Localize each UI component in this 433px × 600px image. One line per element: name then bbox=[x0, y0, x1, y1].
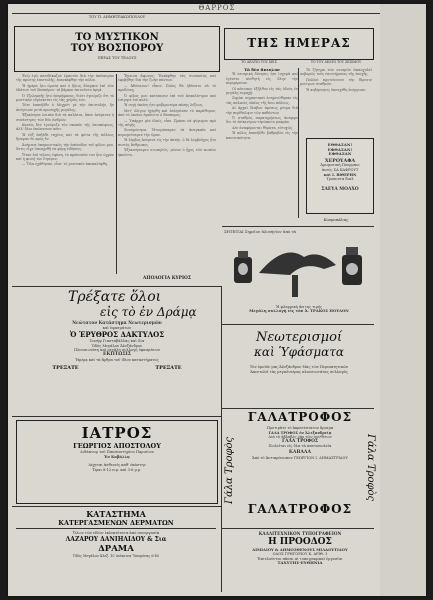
column-rule bbox=[298, 68, 299, 218]
pen-illustration bbox=[224, 235, 374, 301]
printer-line5: ΤΑΧΥΤΗΣ-ΕΥΘΗΝΙΑ bbox=[277, 560, 323, 566]
notice-box bbox=[306, 138, 374, 214]
daily-sub-right: ΤΟ ΤΟΥ ΔΕΛΤΟ ΤΟΥ ΣΕΙΣΜΟΥ bbox=[310, 60, 362, 64]
tannery-advert bbox=[16, 510, 216, 592]
tannery-city: ΔΡΑΜΑ bbox=[98, 543, 134, 554]
divider bbox=[12, 13, 422, 14]
drama-run1: ΤΡΕΞΑΤΕ bbox=[52, 365, 79, 372]
page-margin bbox=[380, 4, 426, 596]
divider bbox=[12, 506, 222, 507]
printer-title: Η ΠΡΟΟΔΟΣ bbox=[268, 536, 332, 547]
printer-advert bbox=[226, 532, 374, 592]
tannery-title2: ΚΑΤΕΡΓΑΣΜΕΝΩΝ ΔΕΡΜΑΤΩΝ bbox=[16, 519, 216, 529]
column-rule bbox=[116, 74, 117, 274]
milkman-line1: Προτιμᾶτε τὸ ἀκρατέστατον ἄρισμα bbox=[266, 426, 334, 430]
drama-line7: ΕΚΠΤΩΣΙΣ bbox=[103, 351, 131, 357]
daily-sub-left: ΤΟ ΔΕΛΤΙΟ ΤΟΥ ΣΕΙΣ bbox=[241, 60, 277, 64]
divider bbox=[222, 408, 374, 409]
doctor-line4: Ὥραι 8-12 π.μ. καὶ 3-6 μ.μ. bbox=[92, 467, 142, 472]
notice-line7: καὶ Ι. ΒΙΘΕΡΗΝ bbox=[323, 172, 357, 177]
masthead: ΘΑΡΡΟΣ bbox=[198, 4, 236, 12]
serial-author: ΤΟΥ Π. ΔΗΜΗΤΡΑΚΟΠΟΥΛΟΥ bbox=[88, 15, 146, 19]
daily-text-col-1: Τὸ δὲν ἄνευλον Ἡ σεισμικὴ δόνησις ἦτο ἰσχυρὰ καὶ ἐγένετο αἰσθητὴ εἰς ὅλην τὴν περιφέρειαν. Οἱ κάτοικοι ἐξῆλθον εἰς τὰς ὁδοὺς ἐν μεγάλῃ ταραχῇ. Ζημίαι σημαντικαὶ ἐσημειώθησαν εἰς τὰς παλαιὰς οἰκίας τῆς ἄνω πόλεως. Αἱ ἀρχαὶ ἔλαβον ἀμέσως μέτρα διὰ τὴν περίθαλψιν τῶν παθόντων. Ὁ σταθμὸς παρατηρήσεως ἀνέφερε ὅτι τὸ ἐπίκεντρον εὑρίσκετο μακράν. Δὲν ἀναφέρονται θύματα, εὐτυχῶς. Ἡ πόλις ἐπανῆλθε βαθμηδὸν εἰς τὴν κανονικότητα. bbox=[226, 68, 298, 140]
divider bbox=[12, 416, 222, 417]
drama-shop-advert bbox=[14, 290, 220, 414]
doctor-name: ΓΕΩΡΓΙΟΣ ΑΠΟΣΤΟΛΟΥ bbox=[73, 442, 161, 450]
apology-heading: ΑΠΟΛΟΓΙΑ ΚΥΡΙΟΣ bbox=[143, 276, 191, 281]
serial-title-box bbox=[14, 15, 220, 72]
milkman-title-bottom: ΓΑΛΑΤΡΟΦΟΣ bbox=[247, 502, 353, 516]
newspaper-page bbox=[8, 4, 426, 596]
milkman-line6: ΚΑΒΑΛΑ bbox=[288, 449, 312, 455]
divider bbox=[12, 286, 222, 287]
milkman-side-right: Γάλα Τροφὸς bbox=[365, 434, 376, 502]
doctor-line3: Δέχεται ἀσθενεῖς καθ' ἑκάστην bbox=[88, 463, 146, 468]
serial-text-col-2: Ἔμεινα ἄφωνος. Ἐσκέφθην τὰς συνεπείας καὶ ἐφοβήθην διὰ τὴν ζωὴν πάντων. — Ἀδύνατον! εἶπον. Ποῖος θὰ ἠδύνατο νὰ τὸ προδώσῃ; Ὁ φίλος μου κατέπεσεν ἐπὶ τοῦ ἀνακλίντρου καὶ ἐσίγησε ἐπὶ πολύ. Ἡ σιγὴ ἐκείνη ἦτο φοβερωτέρα πάσης λέξεως. Μετ' ὀλίγον ἠγέρθη καὶ ἐπλησίασε τὸ παράθυρον, ἀπὸ τὸ ὁποῖον ἐφαίνετο ὁ Βόσπορος. — Ὑπάρχει μία ἐλπίς, εἶπε. Πρέπει νὰ φύγωμεν πρὸ τῆς αὐγῆς. Συνεφώνησα. Ἠτοιμάσαμεν τὰ ἀναγκαῖα καὶ περιεμείναμεν τὴν ὥραν. Ἡ λέμβος ἀνέμενε εἰς τὴν ἀκτήν, ὁ δὲ λεμβοῦχος ἦτο πιστὸς ἄνθρωπος. Ἐξεκινήσαμεν σιωπηλῶς· μόνον ὁ ἦχος τῶν κωπῶν ἠκούετο. bbox=[118, 74, 216, 157]
doctor-line1: Διδάκτωρ τοῦ Πανεπιστημίου Παρισίων bbox=[80, 450, 154, 454]
serial-subtitle: ΠΕΡΑΣ ΤΟΥ ΤΕΛΟΥΣ bbox=[97, 56, 137, 60]
eagle-icon bbox=[259, 252, 336, 274]
printer-line3: ΟΔΟΣ ΓΡΗΓΟΡΙΟΥ Κ. ΑΡΙΘ. 3 bbox=[272, 552, 328, 557]
notice-line4: ΧΕΡΟΥΑΦΑ bbox=[324, 157, 356, 164]
milkman-line7: Ἀπὸ τὸ Ἀντιπρόσωπον ΓΕΩΡΓΙΟΝ Ι. ΔΗΜΑΣΤΡΙΔΟΥ bbox=[252, 455, 348, 460]
milkman-side-left: Γάλα Τροφὸς bbox=[224, 436, 235, 504]
daily-column-box bbox=[224, 28, 374, 60]
notice-line9: ΣΑΕΥΑ ΜΟΛΧΟ bbox=[321, 186, 359, 192]
notice-line8: Τροπουτα διαλ bbox=[326, 177, 354, 182]
printer-line1: ΚΑΛΛΙΤΕΧΝΙΚΟΝ ΤΥΠΟΓΡΑΦΕΙΟΝ bbox=[258, 531, 342, 536]
daily-signature: Κοσμοπόλιας bbox=[323, 218, 349, 222]
pen-caption: ΣΗΤΕΙΤΑΙ Σημεῖον ἀλουὴνὶον ἀπὸ τὰ bbox=[224, 229, 297, 234]
doctor-advert bbox=[16, 420, 218, 504]
tannery-footer: Ὁδὸς Μεγάλου Ἀλεξ. 10 Διάκεινα Ὑπαμόνας 6-40 bbox=[73, 553, 159, 558]
milkman-line3: Διὰ τὸ ἀβλαβὲς γὰρ τῶν συνθέτων bbox=[268, 435, 332, 440]
serial-title-line1: ΤΟ ΜΥΣΤΙΚΟΝ bbox=[75, 32, 159, 43]
textiles-line2: Ἀπεντελεῖ τὰς μεγαλυτέρας πλουσιωτάτας συλλογὰς bbox=[250, 369, 348, 374]
milkman-title-top: ΓΑΛΑΤΡΟΦΟΣ bbox=[247, 410, 353, 424]
printer-line4: Ἐκτελοῦνται πᾶσαι αἱ τυπογραφικαὶ ἐργασίαι bbox=[257, 556, 343, 561]
drama-run2: ΤΡΕΞΑΤΕ bbox=[155, 365, 182, 372]
notice-line3: ΕΦΘΑΣΑΝ bbox=[328, 151, 352, 157]
column-rule bbox=[221, 286, 222, 592]
milkman-line4: ΓΑΛΑ ΤΡΟΦΟΣ bbox=[281, 438, 318, 444]
milkman-advert bbox=[226, 410, 374, 528]
notice-line5: Ἀρωματικὴ Πουρμπιο bbox=[320, 163, 360, 168]
textiles-line1: Τὸν ὁμοῖόν μας Ἀλεξάνδρου Μας τῶν Περιπατητικῶν bbox=[249, 365, 349, 369]
drama-line8: Ἠμέρᾳ καὶ τὰ ἄρθρα τοῦ ἰδίου καταστήματος bbox=[75, 357, 159, 362]
tannery-owner: ΛΑΖΑΡΟΥ ΔΑΝΙΗΛΙΔΟΥ & Σια bbox=[65, 535, 167, 543]
drama-subline: εἰς τὸ ἐν Δράμᾳ bbox=[100, 305, 197, 319]
milkman-line2: ΓΑΛΑ ΤΡΟΦΟΣ ἐν Ἀλεξανδρείᾳ bbox=[268, 430, 332, 435]
milkman-line5: Πωλεῖται εἰς ὅλα τὰ παντοπωλεῖα bbox=[268, 444, 332, 449]
tannery-line1: Ὅλων τῶν εἰδῶν ἐκλεκτότατα ἀπὸ συνεργασία bbox=[72, 531, 160, 535]
drama-line4: Ἰωσὴφ Γιασταβάλλας καὶ Σία bbox=[89, 339, 145, 344]
daily-col-head: Τὸ δὲν ἄνευλον bbox=[244, 68, 280, 72]
textiles-advert bbox=[224, 330, 374, 410]
textiles-headline1: Νεωτερισμοί bbox=[255, 330, 343, 345]
drama-line5: Ὁδὸς Μεγάλου Ἀλεξάνδρου bbox=[91, 343, 143, 348]
printer-line2: ΔΙΜΙΔΙΟΥ & ΔΗΜΟΣΘΕΝΟΥΣ ΜΙΛΑΟΥΤΙΔΟΥ bbox=[252, 546, 348, 552]
notice-line1: ΕΘΘΑΣΑΝ! bbox=[327, 142, 353, 147]
drama-headline: Τρέξατε ὅλοι bbox=[68, 289, 162, 305]
pen-line3: Μεγάλη συλλογὴ εἰς τὸν Ἀ. ΤΡΑΚΟΣ ΠΟΥΛΟΝ bbox=[249, 308, 349, 314]
pen-line2: Ἡ φλαρρική ἀπ της τιμής bbox=[275, 304, 323, 309]
drama-line2: καὶ ὑφασμάτων bbox=[102, 325, 132, 330]
daily-column-title: ΤΗΣ ΗΜΕΡΑΣ bbox=[247, 36, 351, 50]
notice-line6: ἀνεὐς ΣΑ ΚΑΦΡΟΥΤ bbox=[321, 167, 359, 172]
doctor-title: ΙΑΤΡΟΣ bbox=[81, 424, 153, 442]
divider bbox=[222, 324, 374, 325]
tannery-title1: ΚΑΤΑΣΤΗΜΑ bbox=[86, 509, 146, 519]
notice-line2: ΕΦΘΑΣΑΝ! bbox=[327, 146, 353, 152]
drama-line6: Πλουσιωτάτη καὶ μεγάλη συλλογὴ ὑφασμάτων bbox=[73, 348, 161, 353]
serial-text-col-1: Ἐνῷ ἐγὼ κατεδίκαζον ἐμαυτὸν διὰ τὴν ἀπόπειραν τῆς πρώτης ἐπιστολῆς, ἐπεσκέφθην τὴν πόλιν. Ἡ ἡμέρα ἦτο ὡραία καὶ ὁ ἥλιος ἔλαμπεν ἐπὶ τῶν ὑδάτων τοῦ Βοσπόρου· αἱ βάρκαι ἐκινοῦντο ἀργά. Ὁ Τζελεμπῆς ἦτο ὑπερήφανος, διότι ἐγνώριζε ὅτι τὸ μυστικὸν εὑρίσκεται εἰς τὰς χεῖράς του. Τότε ἐπανῆλθε ὁ Μεχμέτ μὲ τὴν ἐπιστολήν, ἣν ἀνέγνωσε μετὰ προσοχῆς μεγάλης. Ἐξεκίνησα λοιπὸν διὰ τὰ παλάτια, ὅπου ἀνέμενεν ἡ συνάντησις τῶν δύο ἀνδρῶν. Κανεὶς δὲν ἐγνώριζε τὸν σκοπὸν τῆς ἐπισκέψεως, ἀλλ' ὅλοι ὑπώπτευον κάτι. Ἡ νὺξ ἐπῆλθε ταχέως καὶ τὰ φῶτα τῆς πόλεως ἤναψαν ἓν πρὸς ἕν. Ἀνέμενα ὑπομονετικῶς τὴν ἐπάνοδον τοῦ φίλου μου, ὅστις εἶχε ὑποσχεθῆ νὰ φέρῃ εἰδήσεις. Ὅταν ἐπὶ τέλους ἐφάνη, τὸ πρόσωπόν του ἦτο ὠχρὸν καὶ ἡ φωνή του ἔτρεμεν. — Ὅλα ἐχάθησαν, εἶπε· τὸ μυστικὸν ἀπεκαλύφθη. bbox=[16, 74, 114, 167]
pen-advert bbox=[224, 230, 374, 324]
textiles-headline2: καὶ Ὑφάσματα bbox=[253, 345, 345, 359]
drama-line1: Νεώτατον Κατάστημα Νεωτερισμῶν bbox=[72, 320, 162, 325]
serial-title-line2: ΤΟΥ ΒΟΣΠΟΡΟΥ bbox=[70, 43, 164, 54]
drama-shop-name: Ὁ ΈΡΥΘΡΟΣ ΔΑΚΤΥΛΟΣ bbox=[69, 330, 165, 340]
daily-text-col-2: Τὸ ζήτημα τῶν σεισμῶν ἀπασχολεῖ σοβαρῶς τοὺς ἐπιστήμονας τῆς ἐποχῆς. Πολλοὶ προτείνουσι τὴν ἵδρυσιν μονίμων σταθμῶν. Ἡ κυβέρνησις ὑπεσχέθη ἐνέργειαν. bbox=[300, 68, 372, 92]
divider bbox=[222, 226, 374, 227]
doctor-line2: Ἐν Καβάλλᾳ bbox=[104, 454, 130, 459]
divider bbox=[222, 528, 374, 529]
